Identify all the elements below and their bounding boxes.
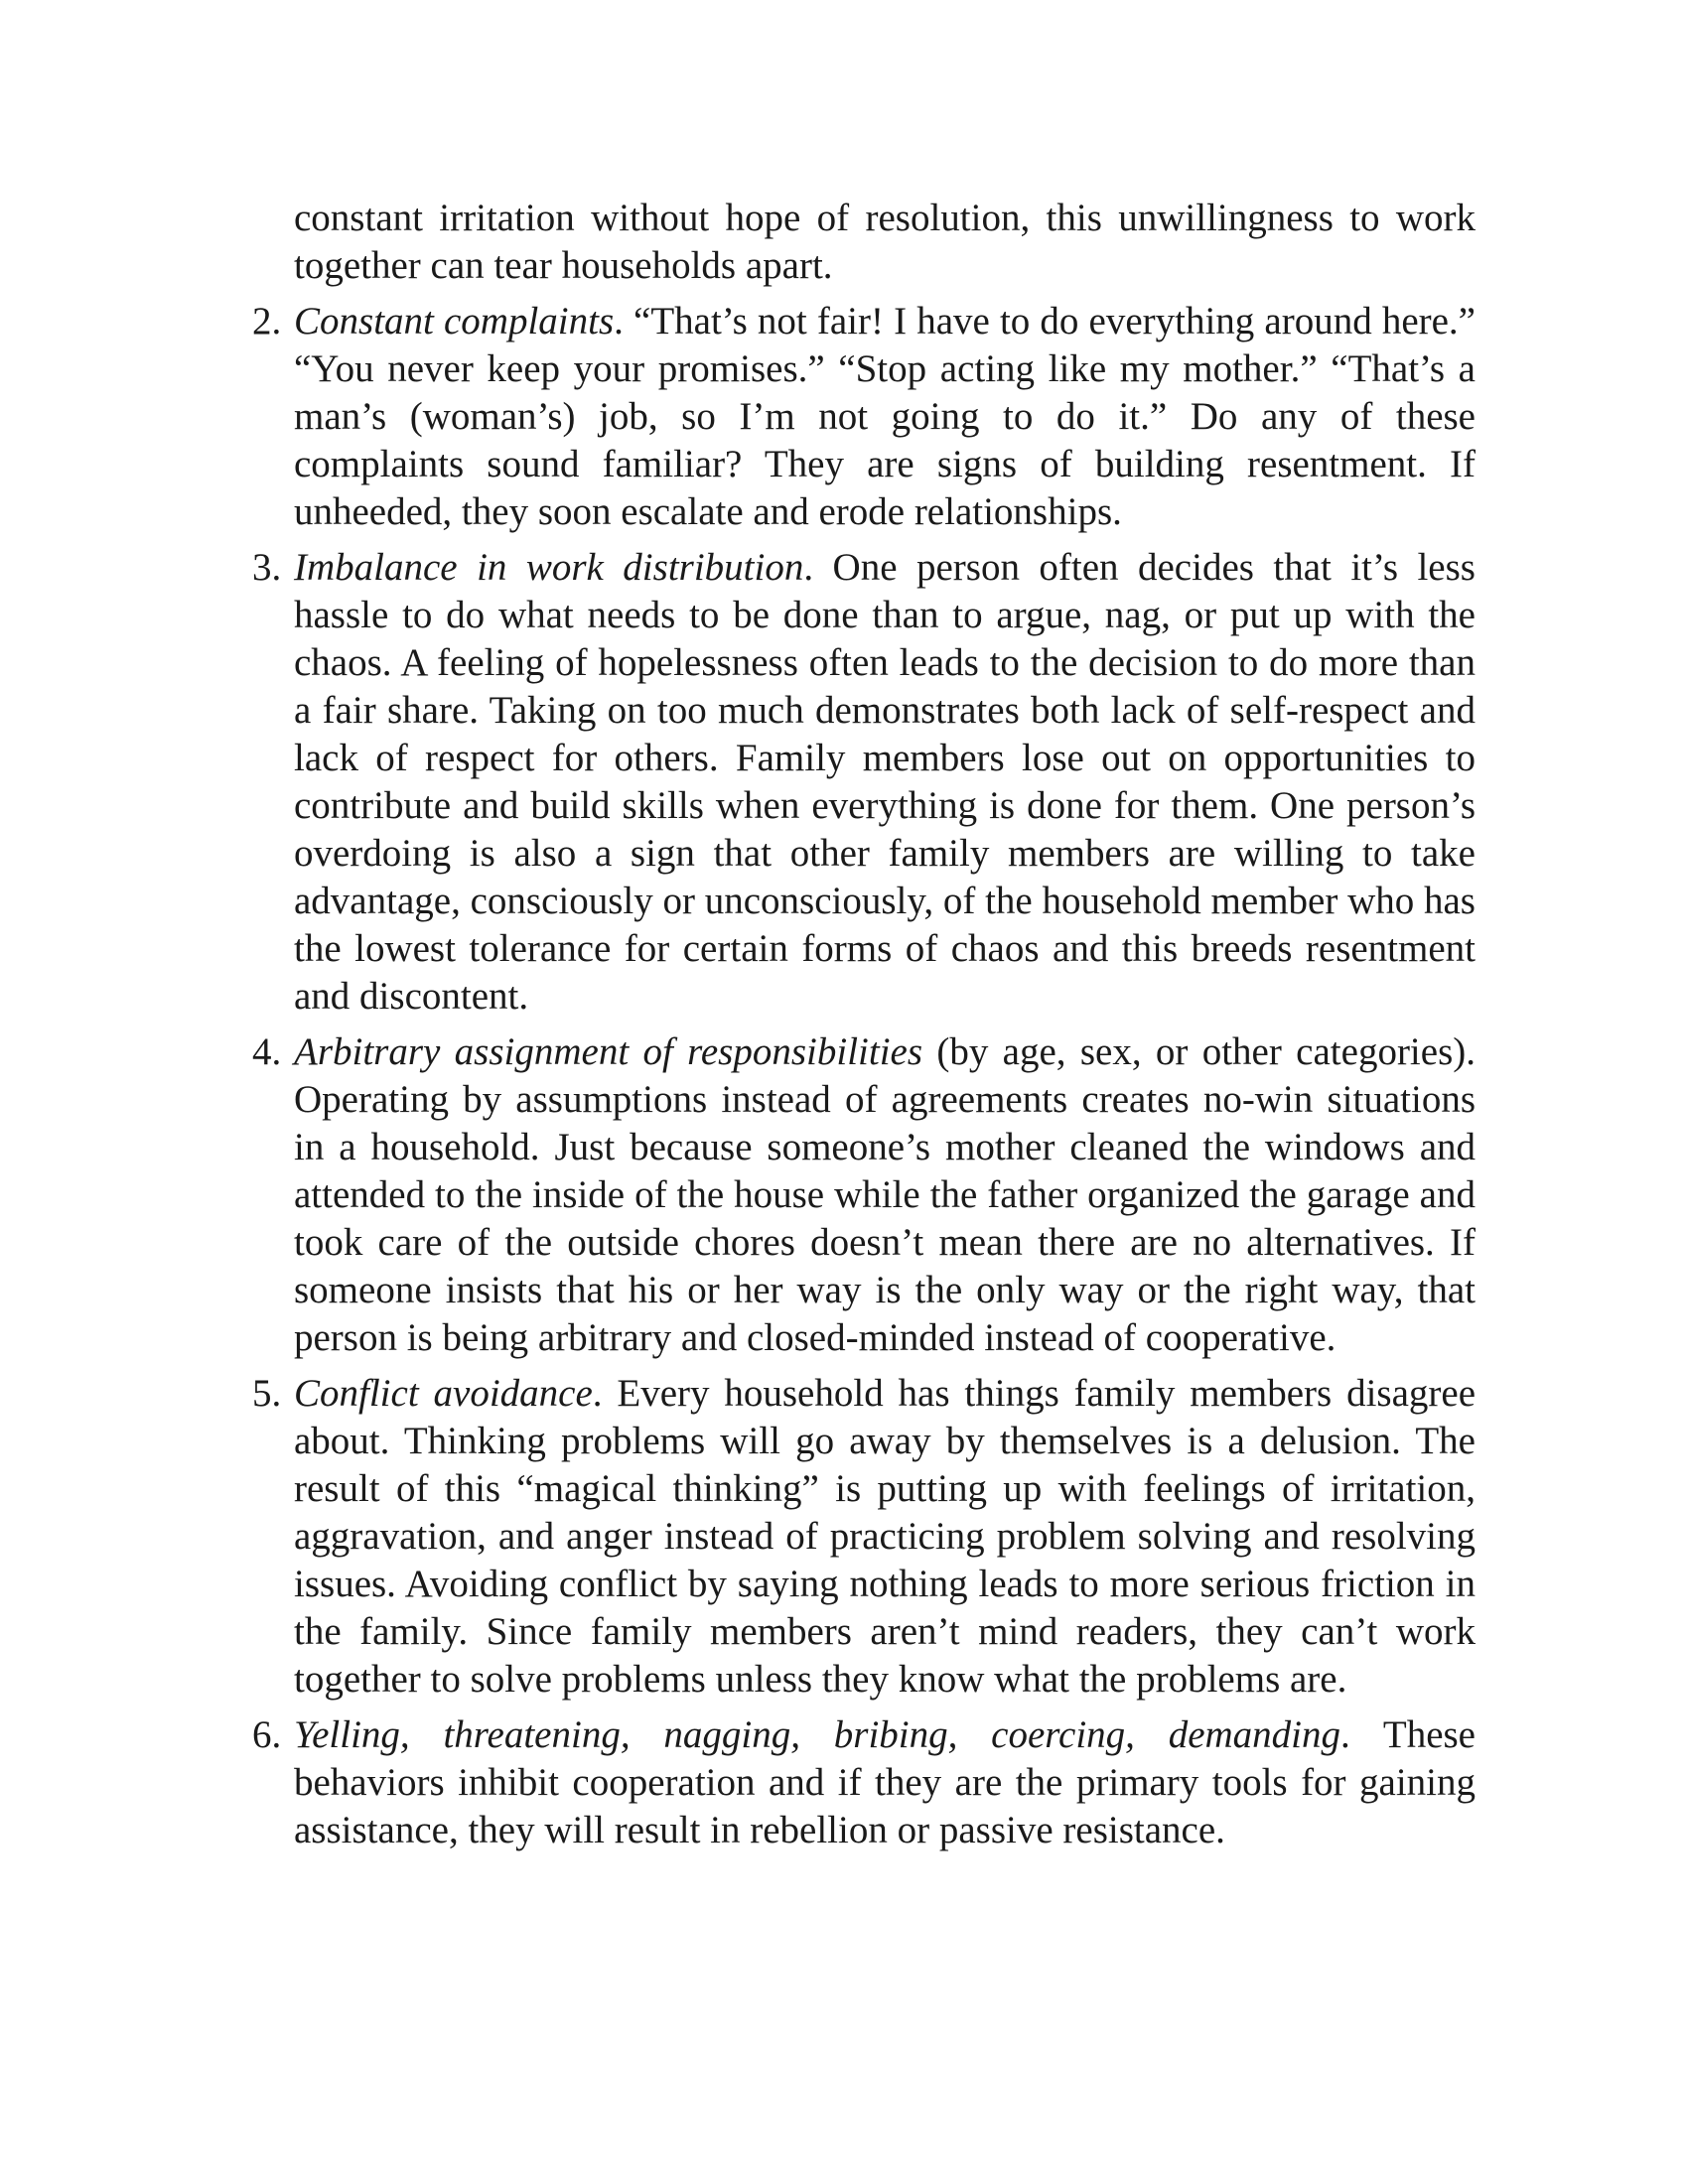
list-item [252, 544, 1476, 1021]
list-item-title: Arbitrary assignment of responsibilities [294, 1030, 923, 1073]
list-item-title: Yelling, threatening, nagging, bribing, coercing, demanding [294, 1713, 1341, 1756]
list-item-title: Conflict avoidance [294, 1372, 593, 1415]
continuation-paragraph: constant irritation without hope of resolution, this unwillingness to work together can tear households apart. [294, 197, 1476, 287]
list-number: 2. [252, 300, 282, 342]
list-item-body: . “That’s not fair! I have to do everything around here.” “You never keep your promises.” “Stop acting like my mother.” “That’s a man’s (woman’s) job, so I’m not going to do it.” Do any of these complaints sound familiar? They are signs of building resentment. If unheeded, they soon escalate and erode relationships. [294, 300, 1476, 533]
list-item-title: Imbalance in work distribution [294, 546, 804, 589]
list-item [252, 1028, 1476, 1362]
list-item-body: . Every household has things family members disagree about. Thinking problems will go away by themselves is a delusion. The result of this “magical thinking” is putting up with feelings of irritation, aggravation, and anger instead of practicing problem solving and resolving issues. Avoiding conflict by saying nothing leads to more serious friction in the family. Since family members aren’t mind readers, they can’t work together to solve problems unless they know what the problems are. [294, 1372, 1477, 1701]
list-item [252, 1711, 1476, 1854]
list-item [252, 1370, 1477, 1704]
text-column [252, 195, 1477, 1862]
list-item-body: (by age, sex, or other categories). Operating by assumptions instead of agreements creates no-win situations in a household. Just because someone’s mother cleaned the windows and attended to the inside of the house while the father organized the garage and took care of the outside chores doesn’t mean there are no alternatives. If someone insists that his or her way is the only way or the right way, that person is being arbitrary and closed-minded instead of cooperative. [294, 1030, 1476, 1359]
list-number: 6. [252, 1713, 282, 1756]
list-item-body: . One person often decides that it’s less hassle to do what needs to be done than to argue, nag, or put up with the chaos. A feeling of hopelessness often leads to the decision to do more than a fair share. Taking on too much demonstrates both lack of self-respect and lack of respect for others. Family members lose out on opportunities to contribute and build skills when everything is done for them. One person’s overdoing is also a sign that other family members are willing to take advantage, consciously or unconsciously, of the household member who has the lowest tolerance for certain forms of chaos and this breeds resentment and discontent. [294, 546, 1476, 1018]
list-number: 5. [252, 1372, 282, 1415]
list-item-title: Constant complaints [294, 300, 615, 342]
list-item-body: . These behaviors inhibit cooperation and if they are the primary tools for gaining assistance, they will result in rebellion or passive resistance. [294, 1713, 1476, 1851]
list-number: 4. [252, 1030, 282, 1073]
list-number: 3. [252, 546, 282, 589]
list-item [252, 298, 1476, 536]
